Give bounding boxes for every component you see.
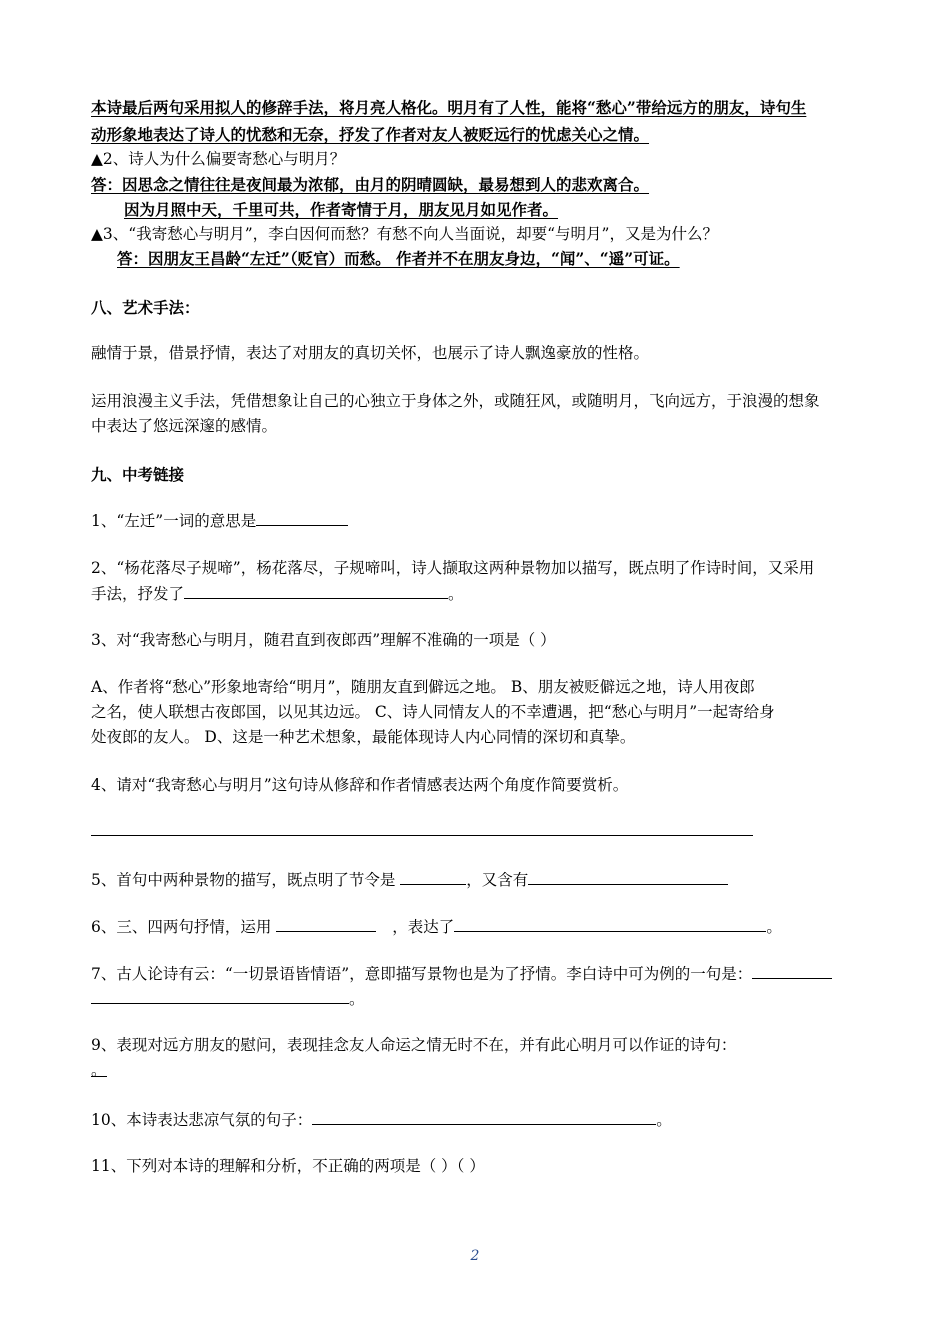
analysis-line-1: 本诗最后两句采用拟人的修辞手法，将月亮人格化。明月有了人性，能将“愁心”带给远方的朋友，诗句生	[91, 98, 807, 117]
exercise-3-options-line-3: 处夜郎的友人。 D、这是一种艺术想象，最能体现诗人内心同情的深切和真挚。	[91, 728, 636, 746]
exercise-7-line-1	[91, 962, 832, 985]
exercise-9: 9、表现对远方朋友的慰问，表现挂念友人命运之情无时不在，并有此心明月可以作证的诗句：	[91, 1036, 737, 1054]
exercise-6	[91, 915, 782, 938]
answer-blank[interactable]	[184, 582, 448, 599]
question-3: ▲3、“我寄愁心与明月”，李白因何而愁？有愁不向人当面说，却要“与明月”，又是为什么？	[91, 225, 718, 243]
exercise-2-line-1: 2、“杨花落尽子规啼”，杨花落尽，子规啼叫，诗人撷取这两种景物加以描写，既点明了作诗时间，又采用	[91, 559, 815, 577]
exercise-11: 11、下列对本诗的理解和分析，不正确的两项是（ ）（ ）	[91, 1157, 485, 1175]
exercise-6-text-2: ，表达了	[392, 918, 455, 936]
section-8-paragraph-1: 融情于景，借景抒情，表达了对朋友的真切关怀，也展示了诗人飘逸豪放的性格。	[91, 344, 650, 362]
exercise-5	[91, 868, 728, 891]
exercise-3-options-line-1: A、作者将“愁心”形象地寄给“明月”，随朋友直到僻远之地。 B、朋友被贬僻远之地，诗人用夜郎	[91, 678, 755, 696]
exercise-6-text: 6、三、四两句抒情，运用	[91, 918, 277, 936]
exercise-7-end: 。	[349, 990, 365, 1008]
question-2: ▲2、诗人为什么偏要寄愁心与明月？	[91, 150, 346, 168]
exercise-5-text: 5、首句中两种景物的描写，既点明了节令是	[91, 871, 401, 889]
exercise-9-end: 。	[91, 1061, 107, 1079]
answer-3: 答：因朋友王昌龄“左迁”（贬官）而愁。 作者并不在朋友身边，“闻”、“遥”可证。	[117, 249, 680, 268]
exercise-7-line-2	[91, 987, 365, 1010]
exercise-3: 3、对“我寄愁心与明月，随君直到夜郎西”理解不准确的一项是（ ）	[91, 631, 556, 649]
answer-blank[interactable]	[256, 509, 348, 526]
answer-2-line-2: 因为月照中天，千里可共，作者寄情于月，朋友见月如见作者。	[124, 200, 559, 219]
section-9-heading: 九、中考链接	[91, 465, 185, 484]
answer-blank[interactable]	[91, 987, 349, 1004]
analysis-line-2: 动形象地表达了诗人的忧愁和无奈，抒发了作者对友人被贬远行的忧虑关心之情。	[91, 125, 650, 144]
page-number: 2	[470, 1248, 480, 1264]
exercise-6-end: 。	[766, 918, 782, 936]
answer-blank[interactable]	[752, 962, 832, 979]
exercise-3-options-line-2: 之名，使人联想古夜郎国，以见其边远。 C、诗人同情友人的不幸遭遇，把“愁心与明月”一起寄给身	[91, 703, 775, 721]
exercise-10-text: 10、本诗表达悲凉气氛的句子：	[91, 1111, 313, 1129]
answer-blank[interactable]	[91, 1076, 107, 1077]
answer-2-line-1: 答：因思念之情往往是夜间最为浓郁，由月的阴晴圆缺，最易想到人的悲欢离合。	[91, 175, 650, 194]
exercise-2-text: 手法，抒发了	[91, 585, 185, 603]
exercise-1-text: 1、“左迁”一词的意思是	[91, 512, 257, 530]
exercise-7-text: 7、古人论诗有云：“一切景语皆情语”，意即描写景物也是为了抒情。李白诗中可为例的一句是：	[91, 965, 753, 983]
exercise-9-line-2	[91, 1059, 107, 1081]
section-8-heading: 八、艺术手法：	[91, 298, 200, 317]
section-8-paragraph-2-line-2: 中表达了悠远深邃的感情。	[91, 417, 278, 435]
exercise-4: 4、请对“我寄愁心与明月”这句诗从修辞和作者情感表达两个角度作简要赏析。	[91, 776, 629, 794]
answer-blank[interactable]	[276, 915, 376, 932]
answer-blank[interactable]	[528, 868, 728, 885]
exercise-5-text-2: ，又含有	[466, 871, 529, 889]
exercise-10	[91, 1108, 672, 1131]
exercise-1	[91, 509, 348, 532]
exercise-10-end: 。	[656, 1111, 672, 1129]
answer-blank[interactable]	[312, 1108, 656, 1125]
section-8-paragraph-2-line-1: 运用浪漫主义手法，凭借想象让自己的心独立于身体之外，或随狂风，或随明月，飞向远方，于浪漫的想象	[91, 392, 820, 410]
answer-line[interactable]	[91, 835, 753, 836]
answer-blank[interactable]	[400, 868, 466, 885]
answer-blank[interactable]	[454, 915, 766, 932]
exercise-2-end: 。	[448, 585, 464, 603]
exercise-2-line-2	[91, 582, 464, 605]
